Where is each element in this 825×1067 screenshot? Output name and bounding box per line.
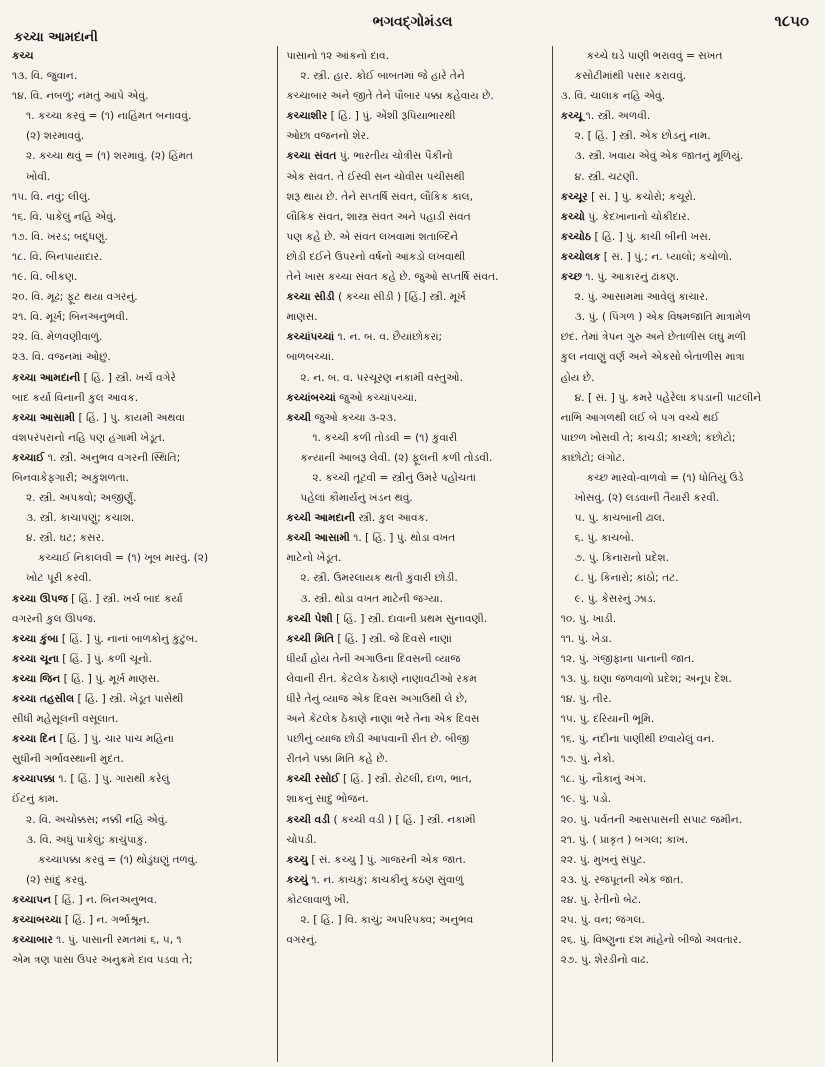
dictionary-line: ૧૮. વિ. બિનપાયાદાર. (12, 250, 103, 263)
dictionary-line: ૧૭. વિ. ખરડ; બદ્દ્ધણું. (12, 230, 108, 243)
dictionary-line: વગરનું. (286, 934, 318, 947)
dictionary-line: ૨૦. વિ. મૂઢ; ફૂટ થયા વગરનું. (12, 291, 138, 304)
dictionary-line: ૨. કચ્ચી તૂટવી = સ્ત્રીનું ઉમરે પહોંચતાં (312, 471, 476, 484)
dictionary-line: કચ્ચા કુંબા [ હિં. ] પું. નાનાં બાળકોનું કુટુંબ. (12, 632, 198, 645)
dictionary-line: કચ્ચાંપચ્ચાં ૧. ન. બ. વ. છૈયાંછોકરાં; (286, 331, 443, 344)
dictionary-line: નાભિ આગળથી લઈ બે પગ વચ્ચે થઈ (560, 411, 720, 424)
dictionary-line: ૩. વિ. ચાલાક નહિ એવું. (560, 90, 666, 103)
dictionary-line: કચ્છ મારવો-વાળવો = (૧) ધોતિયું ઉંડે (586, 471, 744, 484)
dictionary-line: ૧૮. પું. નૌકાનું અંગ. (560, 773, 647, 786)
dictionary-line: કચ્ચા તહસીલ [ હિં. ] સ્ત્રી. ખેડૂત પાસેથી (12, 693, 184, 705)
dictionary-line: ૩. વિ. અધું પાકેલું; કાચુંપાકું. (26, 833, 148, 846)
dictionary-line: કચ્ચી પેશી [ હિં. ] સ્ત્રી. દાવાની પ્રથમ સુનાવણી. (286, 612, 488, 625)
dictionary-line: કચ્ચાબાર અને જીતે તેને પૌબાર પક્કા કહેવાય છે. (286, 90, 494, 103)
dictionary-line: કાછોટો; લંગોટ. (560, 451, 626, 464)
dictionary-line: ૧૧. પું. ખેડા. (560, 632, 612, 645)
dictionary-line: ૨૬. પું. વિષ્ણુના દશ માંહેનો બીજો અવતાર. (560, 934, 742, 947)
dictionary-line: વગરની કુલ ઊપજ. (12, 612, 97, 625)
dictionary-line: ૨૩. વિ. વજનમાં ઓછું. (12, 351, 111, 364)
dictionary-line: ઓછા વજનનો શેર. (286, 130, 370, 143)
dictionary-line: ધીરે તેનું વ્યાજ એક દિવસ અગાઉથી લે છે, (286, 693, 468, 705)
dictionary-line: કચ્ચા સંવત પું. ભારતીય ચોત્રીસ પૈકીનો (286, 150, 453, 163)
dictionary-line: (૨) શરમાવવું. (26, 130, 85, 143)
dictionary-line: વંશપરંપરાનો નહિ પણ હંગામી ખેડૂત. (12, 431, 166, 444)
dictionary-line: કચ્ચી જુઓ કચ્ચા ૩-૨૩. (286, 411, 397, 424)
dictionary-line: ૧૯. પું. પડો. (560, 793, 612, 806)
dictionary-line: ૨૧. વિ. મૂર્ખ; બિનઅનુભવી. (12, 311, 129, 324)
dictionary-line: ૨. કચ્ચા થવું = (૧) શરમાવું. (૨) હિંમત (26, 150, 194, 163)
dictionary-line: ૨૦. પું. પર્વતની આસપાસની સપાટ જમીન. (560, 813, 743, 826)
dictionary-line: ૧૩. વિ. જુવાન. (12, 70, 78, 83)
dictionary-line: એમ ત્રણ પાસા ઉપર અનુક્રમે દાવ પડવા તે; (12, 954, 193, 967)
dictionary-line: શરૂ થાય છે. તેને સપ્તર્ષિ સંવત, લૌકિક કાલ, (286, 190, 474, 203)
dictionary-line: (૨) સાંદુ કરવું. (26, 873, 88, 886)
dictionary-line: ૪. સ્ત્રી. ચટણી. (574, 170, 639, 183)
dictionary-line: કચ્ચાબાર ૧. પું. પાસાની રમતમાં ૬, ૫, ૧ (12, 934, 182, 947)
dictionary-line: ૧. કચ્ચી કળી તોડવી = (૧) કુંવારી (312, 431, 458, 444)
dictionary-line: ૨૨. પું. મુખનું સંપુટ. (560, 853, 646, 866)
dictionary-line: ૨૨. વિ. મેળવણીવાળું. (12, 331, 103, 344)
dictionary-line: પાછળ ખોસવી તે; કાચડી; કાચ્છો; કછોટો; (560, 431, 736, 444)
dictionary-body (12, 46, 817, 1062)
dictionary-line: કચ્ચે ઘડે પાણી ભરાવવું = સખત (586, 50, 723, 62)
dictionary-line: કચ્ચૂ ૧. સ્ત્રી. અળવી. (560, 110, 651, 123)
dictionary-line: ૨. [ હિં. ] સ્ત્રી. એક છોડનું નામ. (574, 130, 711, 143)
dictionary-line: કચ્ચી રસોઈ [ હિં. ] સ્ત્રી. રોટલી, દાળ, ભાત, (286, 773, 472, 786)
dictionary-line: કચ્ચોઠ [ હિં. ] પું. કાચી બીની ખસ. (560, 230, 712, 243)
dictionary-line: કચ્ચા આમદાની [ હિં. ] સ્ત્રી. ખર્ચ વગેરે (12, 371, 176, 384)
dictionary-line: ૧૪. પું. તીર. (560, 693, 612, 705)
dictionary-line: કચ્ચા ચૂના [ હિં. ] પું. કળી ચૂનો. (12, 652, 153, 665)
dictionary-line: કચ્ચ (12, 50, 34, 62)
page-header (0, 0, 825, 45)
dictionary-line: ૪. [ સં. ] પું. કમરે પહેરેલા કપડાની પાટલીને (574, 391, 762, 404)
dictionary-line: ૪. સ્ત્રી. ઘટ; કસર. (26, 532, 105, 545)
dictionary-line: પહેલાં કૌમાર્યનું ખંડન થવું. (300, 492, 413, 505)
dictionary-line: કચ્ચાપક્કા ૧. [ હિં. ] પું. ગારાથી કરેલું (12, 773, 170, 786)
dictionary-line: ૨. વિ. અચોક્કસ; નક્કી નહિ એવું. (26, 813, 168, 826)
dictionary-line: ૩. પું. ( પિંગળ ) એક વિષમજાતિ માત્રામેળ (574, 311, 751, 324)
dictionary-line: ૧૬. પું. નદીના પાણીથી છવાયેલું વન. (560, 733, 715, 746)
dictionary-line: છોડી દઈને ઉપરનો વર્ષનો આંકડો લખવાથી (286, 250, 466, 263)
dictionary-line: ૨૭. પું. શેરડીનો વાઢ. (560, 954, 649, 967)
dictionary-line: ૧૩. પું. ઘણા જળવાળો પ્રદેશ; અનૂપ દેશ. (560, 672, 732, 685)
dictionary-line: સુધીની ગર્ભાવસ્થાની મુદત. (12, 753, 124, 766)
dictionary-line: ૧૬. વિ. પાકેલું નહિ એવું. (12, 210, 117, 223)
dictionary-line: ખોવી. (26, 170, 51, 183)
dictionary-line: લેવાની રીત. કેટલેક ઠેકાણે નાણાવટીઓ રકમ (286, 672, 477, 685)
dictionary-line: ૧૫. પું. દરિયાની ભૂમિ. (560, 713, 655, 726)
dictionary-line: કચ્ચાપન [ હિં. ] ન. બિનઅનુભવ. (12, 893, 157, 906)
dictionary-line: કચ્ચુ [ સં. કચ્ચુ ] પું. ગાજરની એક જાત. (286, 853, 466, 866)
running-head-left: કચ્ચા આમદાની (14, 30, 98, 45)
dictionary-line: કચ્ચાઈ નિકાલવી = (૧) ખૂબ મારવું. (૨) (38, 552, 209, 565)
dictionary-line: કચ્ચા સીડી ( કચ્ચા સીડી ) [હિં.] સ્ત્રી. મૂર્ખ (286, 291, 466, 304)
dictionary-line: ૧૫. વિ. નવું; લીલું. (12, 190, 91, 203)
dictionary-line: પછીનું વ્યાજ છોડી આપવાની રીત છે. બીજી (286, 733, 470, 746)
dictionary-line: ૩. સ્ત્રી. થોડા વખત માટેની જગ્યા. (300, 592, 443, 605)
dictionary-line: માટેનો ખેડૂત. (286, 552, 342, 565)
dictionary-line: ૨. [ હિં. ] વિ. કાચું; અપરિપક્વ; અનુભવ (300, 914, 474, 927)
dictionary-line: કચ્ચા દિન [ હિં. ] પું. ચાર પાંચ મહિના (12, 733, 174, 746)
dictionary-line: પાસાનો ૧૨ આંકનો દાવ. (286, 50, 390, 62)
dictionary-line: બાળબચ્ચાં. (286, 351, 335, 364)
dictionary-line: કચ્ચાંબચ્ચાં જુઓ કચ્ચાંપચ્ચાં. (286, 391, 418, 404)
dictionary-line: ૧૯. વિ. બીકણ. (12, 271, 78, 284)
dictionary-line: કચ્ચી આસામી ૧. [ હિં. ] પું. થોડા વખત (286, 532, 456, 545)
dictionary-line: કન્યાની આબરૂ લેવી. (૨) ફૂલની કળી તોડવી. (300, 451, 493, 464)
dictionary-line: કચ્ચાબચ્ચા [ હિં. ] ન. ગર્ભાશ્રૂન. (12, 914, 150, 927)
dictionary-line: ખોસવું. (૨) લડવાની તૈયારી કરવી. (574, 492, 720, 505)
dictionary-line: શાકનું સાદું ભોજન. (286, 793, 369, 806)
dictionary-line: સીધી મહેસૂલની વસૂલાત. (12, 713, 119, 726)
column-1 (12, 46, 277, 1062)
dictionary-line: કસોટીમાંથી પસાર કરાવવું. (574, 70, 687, 83)
dictionary-line: કચ્ચાઈ ૧. સ્ત્રી. અનુભવ વગરની સ્થિતિ; (12, 451, 181, 464)
dictionary-line: ૬. પું. કાચબો. (574, 532, 635, 545)
dictionary-line: ૧. કચ્ચા કરવું = (૧) નાહિંમત બનાવવું. (26, 110, 192, 123)
dictionary-line: રીતને પક્કા મિતિ કહે છે. (286, 753, 388, 766)
dictionary-line: કચ્ચૂર [ સં. ] પું. કચોરો; કચૂરો. (560, 190, 697, 203)
dictionary-line: એક સંવત. તે ઈસ્વી સન ચોવીસ પચીસથી (286, 170, 465, 183)
dictionary-line: ૧૪. વિ. નબળું; નમતું આપે એવું. (12, 90, 149, 103)
dictionary-line: ઈંટનું કામ. (12, 793, 59, 806)
dictionary-line: ૫. પું. કાચબાની ઢાલ. (574, 512, 666, 525)
dictionary-line: બિનવાકેફગારી; અકુશળતા. (12, 471, 129, 484)
dictionary-line: કચ્ચોલક [ સં. ] પું.; ન. પ્યાલો; કચોળો. (560, 250, 733, 263)
dictionary-line: ૩. સ્ત્રી. કાચાપણું; કચાશ. (26, 512, 135, 525)
dictionary-line: ૨. પું. આસામમાં આવેલું કાચાર. (574, 291, 709, 304)
dictionary-line: લૌકિક સંવત, શાસ્ત્ર સંવત અને પહાડી સંવત (286, 210, 471, 223)
dictionary-line: કચ્ચા જિન [ હિં. ] પું. મૂર્ખ માણસ. (12, 672, 160, 685)
dictionary-line: ચોપડી. (286, 833, 317, 846)
dictionary-line: કચ્ચી આમદાની સ્ત્રી. કુલ આવક. (286, 512, 429, 525)
column-3 (552, 46, 817, 1062)
dictionary-line: ૨. સ્ત્રી. હાર. કોઈ બાબતમાં જે હારે તેને (300, 70, 465, 83)
dictionary-line: તેને ખાસ કચ્ચા સંવત કહે છે. જુઓ સપ્તર્ષિ સંવત. (286, 271, 499, 284)
dictionary-line: કચ્ચી મિતિ [ હિં. ] સ્ત્રી. જે દિવસે નાણાં (286, 632, 452, 645)
dictionary-line: કચ્ચાશીર [ હિં. ] પું. એંશી રૂપિયાભારથી (286, 110, 456, 123)
dictionary-line: કુલ નવાણું વર્ણ અને એકસો બેતાળીસ માત્રા (560, 351, 745, 364)
dictionary-line: ૨૫. પું. વન; જંગલ. (560, 914, 645, 927)
dictionary-line: ૧૭. પું. નેકો. (560, 753, 615, 766)
dictionary-line: અને કેટલેક ઠેકાણે નાણાં ભરે તેના એક દિવસ (286, 713, 480, 726)
dictionary-line: ૨. ન. બ. વ. પરચૂરણ નકામી વસ્તુઓ. (300, 371, 463, 384)
dictionary-line: ૨૪. પું. રેતીનો બેટ. (560, 893, 642, 906)
dictionary-line: પણ કહે છે. એ સંવત લખવામાં શતાબ્દિને (286, 230, 459, 243)
dictionary-line: છંદ. તેમાં ત્રેપન ગુરુ અને છેતાળીસ લઘુ મળી (560, 331, 747, 344)
book-title: ભગવદ્ગોમંડલ (372, 14, 453, 30)
dictionary-line: કચ્ચો પું. કેદખાનાનો ચોકીદાર. (560, 210, 691, 223)
dictionary-line: કચ્ચા ઊપજ [ હિં. ] સ્ત્રી. ખર્ચ બાદ કર્યા (12, 592, 183, 605)
dictionary-line: ૨૩. પું. રજપૂતની એક જાત. (560, 873, 684, 886)
dictionary-line: ધીર્યાં હોય તેની અગાઉના દિવસની વ્યાજ (286, 652, 461, 665)
dictionary-line: ૯. પું. કેસરનું ઝાડ. (574, 592, 656, 605)
dictionary-line: ૩. સ્ત્રી. ખવાય એવું એક જાતનું મૂળિયું. (574, 150, 744, 163)
dictionary-line: ૭. પું. કિનારાનો પ્રદેશ. (574, 552, 670, 565)
dictionary-line: ૧૨. પું. ગંજીફાના પાનાની જાત. (560, 652, 695, 665)
page-number: ૧૮૫૦ (774, 12, 809, 30)
dictionary-line: કચ્ચાપક્કા કરવું = (૧) થોડુંઘણું તળવું. (38, 853, 198, 866)
dictionary-line: હોય છે. (560, 371, 595, 384)
dictionary-line: માણસ. (286, 311, 318, 324)
dictionary-line: કચ્ચું ૧. ન. કાચકું; કાચકીનું કઠણ સુંવાળું (286, 873, 464, 886)
dictionary-line: બાદ કર્યા વિનાની કુલ આવક. (12, 391, 139, 404)
dictionary-line: કચ્ચા આસામી [ હિં. ] પું. કાયમી અથવા (12, 411, 185, 424)
dictionary-line: ૧૦. પું. ખાડી. (560, 612, 617, 625)
dictionary-line: ખોટ પૂરી કરવી. (26, 572, 92, 585)
dictionary-line: ૮. પું. કિનારો; કાંઠો; તટ. (574, 572, 679, 585)
dictionary-line: કચ્છ ૧. પું. આકારનું ઢાંકણ. (560, 271, 680, 284)
dictionary-line: કોટલાવાળું ખી. (286, 893, 350, 906)
dictionary-line: કચ્ચી વડી ( કચ્ચી વડી ) [ હિં. ] સ્ત્રી. નકામી (286, 813, 476, 826)
dictionary-line: ૨. સ્ત્રી. ઉમરલાયક થતી કુંવારી છોડી. (300, 572, 458, 585)
column-2 (277, 46, 551, 1062)
dictionary-line: ૨૧. પું. ( પ્રાકૃત ) બગલ; કાખ. (560, 833, 689, 846)
dictionary-line: ૨. સ્ત્રી. અપક્વો; અજીર્ણું. (26, 492, 137, 505)
